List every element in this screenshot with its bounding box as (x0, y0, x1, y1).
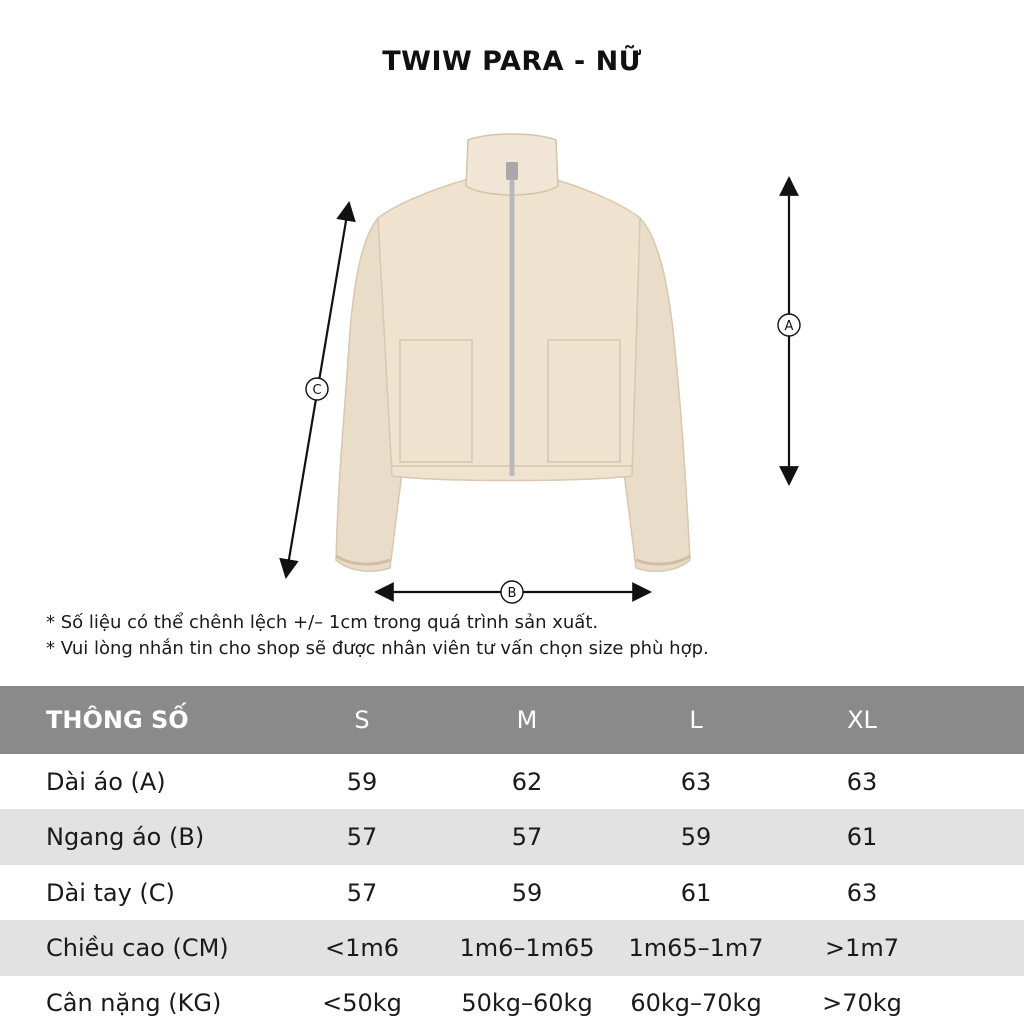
size-l: L (689, 706, 703, 734)
size-s: S (354, 706, 370, 734)
table-header (0, 686, 1024, 754)
table-cell: 57 (346, 878, 378, 907)
table-cell: >70kg (822, 989, 902, 1017)
size-m: M (516, 706, 538, 734)
table-cell: 63 (846, 878, 878, 907)
table-cell: >1m7 (824, 934, 900, 962)
table-cell: 57 (511, 823, 543, 851)
table-cell: <50kg (322, 989, 402, 1017)
table-row (0, 754, 1024, 809)
header-label: THÔNG SỐ (46, 706, 189, 734)
jacket-illustration (336, 134, 690, 571)
table-row (0, 976, 1024, 1030)
table-cell: <1m6 (324, 934, 400, 962)
row-label: Dài tay (C) (46, 878, 175, 907)
label-b: B (507, 586, 517, 601)
table-cell: 50kg–60kg (461, 989, 593, 1017)
table-cell: 59 (511, 878, 543, 907)
table-cell: 62 (511, 767, 543, 796)
notes (46, 610, 709, 662)
table-cell: 1m65–1m7 (628, 934, 764, 962)
zipper-pull (506, 162, 518, 180)
table-row (0, 920, 1024, 976)
table-cell: 59 (680, 823, 712, 851)
row-label: Chiều cao (CM) (46, 934, 229, 962)
note-tolerance: * Số liệu có thể chênh lệch +/– 1cm trong quá trình sản xuất. (46, 612, 599, 633)
table-cell: 60kg–70kg (630, 989, 762, 1017)
row-label: Ngang áo (B) (46, 823, 205, 851)
table-cell: 61 (680, 878, 712, 907)
size-xl: XL (847, 706, 877, 734)
label-a: A (784, 319, 794, 334)
note-contact: * Vui lòng nhắn tin cho shop sẽ được nhân viên tư vấn chọn size phù hợp. (46, 638, 709, 659)
table-cell: 63 (846, 767, 878, 796)
label-c: C (312, 383, 322, 398)
table-row (0, 865, 1024, 920)
row-label: Dài áo (A) (46, 767, 166, 796)
table-row (0, 809, 1024, 865)
table-cell: 59 (346, 767, 378, 796)
table-cell: 1m6–1m65 (459, 934, 595, 962)
size-table (0, 686, 1024, 1030)
table-cell: 57 (346, 823, 378, 851)
page-title: TWIW PARA - NỮ (382, 46, 642, 77)
table-cell: 63 (680, 767, 712, 796)
table-cell: 61 (846, 823, 878, 851)
row-label: Cân nặng (KG) (46, 989, 222, 1017)
